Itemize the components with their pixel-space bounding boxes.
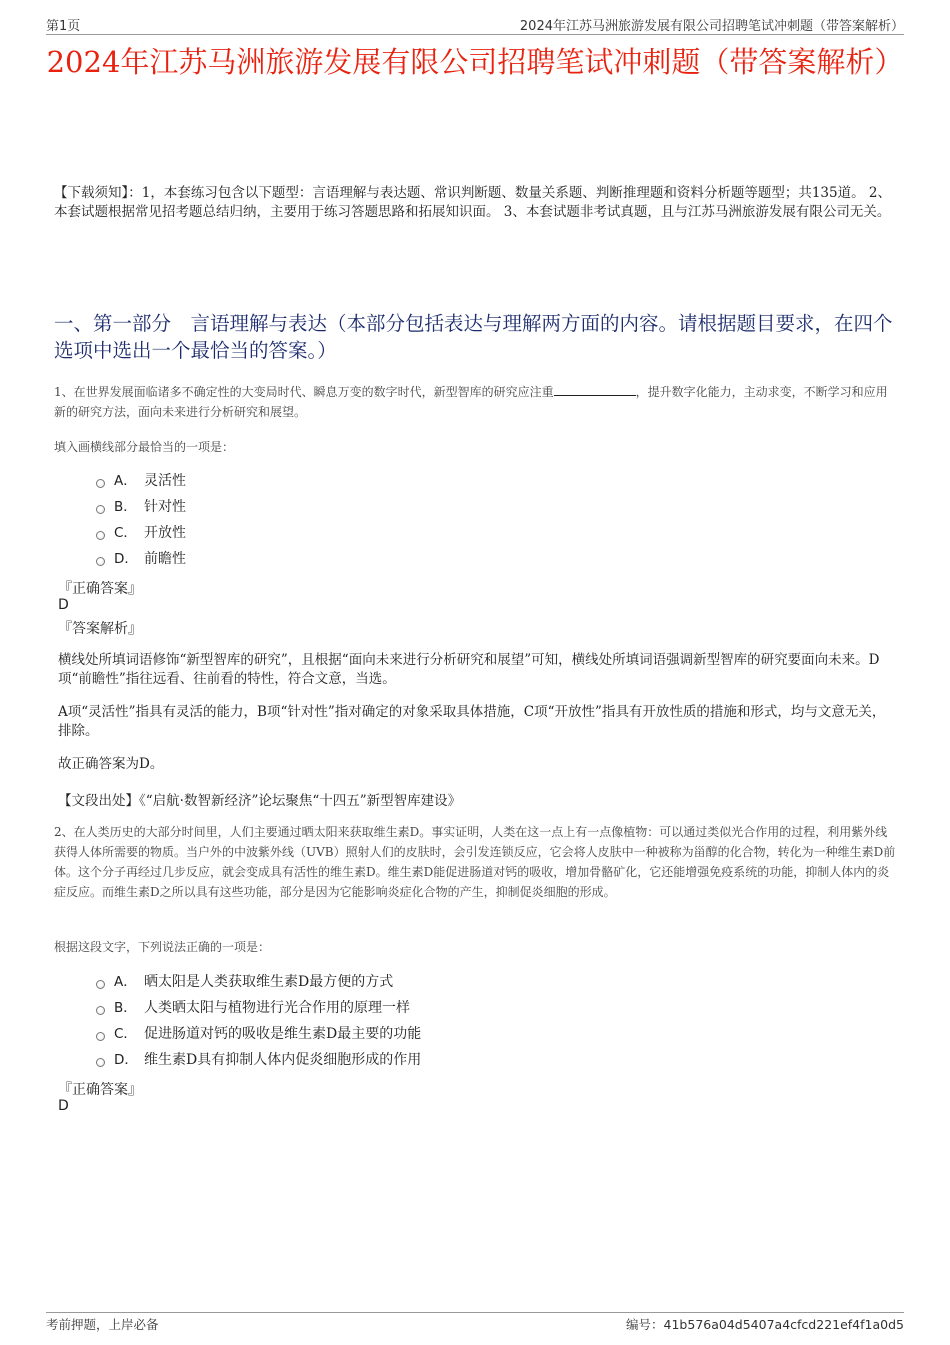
q2-option-d[interactable]: D． 维生素D具有抑制人体内促炎细胞形成的作用 — [96, 1047, 421, 1073]
header-doc-title: 2024年江苏马洲旅游发展有限公司招聘笔试冲刺题（带答案解析） — [519, 19, 904, 34]
radio-icon[interactable] — [96, 557, 105, 566]
question-1-prompt: 填入画横线部分最恰当的一项是： — [54, 440, 235, 454]
radio-icon[interactable] — [96, 1058, 105, 1067]
radio-icon[interactable] — [96, 980, 105, 989]
radio-icon[interactable] — [96, 531, 105, 540]
radio-icon[interactable] — [96, 1032, 105, 1041]
footer-slogan: 考前押题，上岸必备 — [46, 1317, 159, 1332]
question-1-options — [96, 468, 186, 572]
footer-doc-id: 编号：41b576a04d5407a4cfcd221ef4f1a0d5 — [626, 1317, 904, 1332]
q2-answer-label: 『正确答案』 — [58, 1082, 142, 1098]
q1-answer: D — [58, 597, 69, 613]
radio-icon[interactable] — [96, 1006, 105, 1015]
q1-option-a[interactable]: A． 灵活性 — [96, 468, 186, 494]
q2-option-c[interactable]: C． 促进肠道对钙的吸收是维生素D最主要的功能 — [96, 1021, 421, 1047]
q2-answer: D — [58, 1098, 69, 1114]
page-footer — [46, 1312, 904, 1332]
download-notice: 【下载须知】：1，本套练习包含以下题型：言语理解与表达题、常识判断题、数量关系题、判断推理题和资料分析题等题型；共135道。 2、本套试题根据常见招考题总结归纳，主要用于练习答题思路和拓展知识面。 3、本套试题非考试真题，且与江苏马洲旅游发展有限公司无关。 — [54, 185, 891, 220]
q1-analysis-paragraph: A项“灵活性”指具有灵活的能力，B项“针对性”指对确定的对象采取具体措施，C项“开放性”指具有开放性质的措施和形式，均与文意无关，排除。 — [58, 704, 886, 739]
q1-option-b[interactable]: B． 针对性 — [96, 494, 186, 520]
fill-blank — [554, 383, 636, 396]
q1-source: 【文段出处】《“启航·数智新经济”论坛聚焦“十四五”新型智库建设》 — [58, 793, 462, 809]
q1-analysis-label: 『答案解析』 — [58, 621, 142, 637]
question-2-text: 2、在人类历史的大部分时间里，人们主要通过晒太阳来获取维生素D。事实证明，人类在这一点上有一点像植物：可以通过类似光合作用的过程，利用紫外线获得人体所需要的物质。当户外的中波紫外线（UVB）照射人们的皮肤时，会引发连锁反应，它会将人皮肤中一种被称为甾醇的化合物，转化为一种维生素D前体。这个分子再经过几步反应，就会变成具有活性的维生素D。维生素D能促进肠道对钙的吸收，增加骨骼矿化，它还能增强免疫系统的功能，抑制人体内的炎症反应。而维生素D之所以具有这些功能，部分是因为它能影响炎症化合物的产生，抑制促炎细胞的形成。 — [54, 825, 896, 899]
section-heading: 一、第一部分 言语理解与表达（本部分包括表达与理解两方面的内容。请根据题目要求，在四个选项中选出一个最恰当的答案。） — [54, 312, 893, 362]
page-number: 第1页 — [46, 19, 81, 34]
question-2-options — [96, 969, 421, 1073]
radio-icon[interactable] — [96, 505, 105, 514]
page-header — [46, 14, 904, 35]
q1-option-c[interactable]: C． 开放性 — [96, 520, 186, 546]
question-2-prompt: 根据这段文字，下列说法正确的一项是： — [54, 940, 271, 954]
q2-option-b[interactable]: B． 人类晒太阳与植物进行光合作用的原理一样 — [96, 995, 421, 1021]
question-1-text: 1、在世界发展面临诸多不确定性的大变局时代、瞬息万变的数字时代，新型智库的研究应注重 ，提升数字化能力，主动求变，不断学习和应用新的研究方法，面向未来进行分析研究和展望。 — [54, 385, 888, 419]
q1-analysis-paragraph: 横线处所填词语修饰“新型智库的研究”，且根据“面向未来进行分析研究和展望”可知，横线处所填词语强调新型智库的研究要面向未来。D项“前瞻性”指往远看、往前看的特性，符合文意，当选。 — [58, 652, 880, 687]
q1-answer-label: 『正确答案』 — [58, 581, 142, 597]
q2-option-a[interactable]: A． 晒太阳是人类获取维生素D最方便的方式 — [96, 969, 421, 995]
q1-option-d[interactable]: D． 前瞻性 — [96, 546, 186, 572]
q1-analysis-paragraph: 故正确答案为D。 — [58, 756, 164, 772]
page-title: 2024年江苏马洲旅游发展有限公司招聘笔试冲刺题（带答案解析） — [46, 45, 904, 79]
radio-icon[interactable] — [96, 479, 105, 488]
